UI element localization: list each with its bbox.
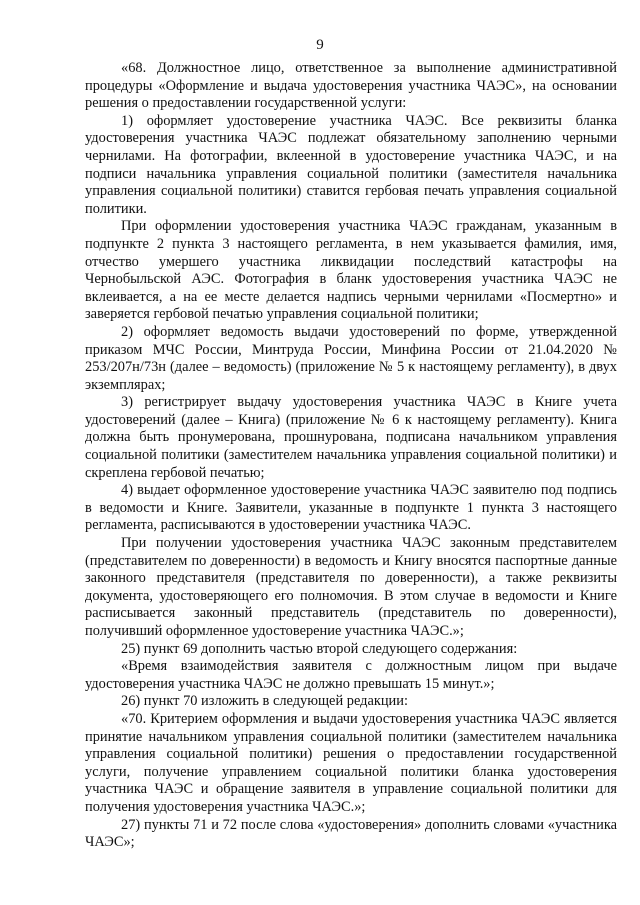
paragraph-item-3: 3) регистрирует выдачу удостоверения участника ЧАЭС в Книге учета удостоверений (далее – Книга) (приложение № 6 к настоящему регламенту). Книга должна быть пронумерована, прошнурована, подписана начальником управления социальной политики (заместителем начальника управления социальной политики) и скреплена гербовой печатью; xyxy=(85,394,617,481)
paragraph-amendment-26-text: «70. Критерием оформления и выдачи удостоверения участника ЧАЭС является принятие начальником управления социальной политики (заместителем начальника управления социальной политики) решения о предоставлении государственной услуги, получение управлением социальной политики бланка удостоверения участника ЧАЭС и обращение заявителя в управление социальной политики для получения удостоверения участника ЧАЭС.»; xyxy=(85,710,617,815)
paragraph-item-1: 1) оформляет удостоверение участника ЧАЭС. Все реквизиты бланка удостоверения участника ЧАЭС подлежат обязательному заполнению черными чернилами. На фотографии, вклеенной в удостоверение участника ЧАЭС, и на подписи начальника управления социальной политики (заместителя начальника управления социальной политики) ставится гербовая печать управления социальной политики. xyxy=(85,112,617,217)
paragraph-amendment-25-text: «Время взаимодействия заявителя с должностным лицом при выдаче удостоверения участника ЧАЭС не должно превышать 15 минут.»; xyxy=(85,658,617,692)
document-body xyxy=(85,60,617,852)
paragraph-amendment-26: 26) пункт 70 изложить в следующей редакции: xyxy=(121,693,408,710)
paragraph-representative: При получении удостоверения участника ЧАЭС законным представителем (представителем по доверенности) в ведомость и Книгу вносятся паспортные данные законного представителя (представителя по доверенности), а также реквизиты документа, удостоверяющего его полномочия. В этом случае в ведомости и Книге расписывается законный представитель (представитель по доверенности), получивший оформленное удостоверение участника ЧАЭС.»; xyxy=(85,535,617,639)
paragraph-68-intro: «68. Должностное лицо, ответственное за выполнение административной процедуры «Оформление и выдача удостоверения участника ЧАЭС», на основании решения о предоставлении государственной услуги: xyxy=(85,60,617,112)
paragraph-amendment-27: 27) пункты 71 и 72 после слова «удостоверения» дополнить словами «участника ЧАЭС»; xyxy=(85,816,617,851)
paragraph-amendment-25: 25) пункт 69 дополнить частью второй следующего содержания: xyxy=(121,640,518,657)
paragraph-item-4: 4) выдает оформленное удостоверение участника ЧАЭС заявителю под подпись в ведомости и Книге. Заявители, указанные в подпункте 1 пункта 3 настоящего регламента, расписываются в удостоверении участника ЧАЭС. xyxy=(85,482,617,534)
paragraph-posthumous: При оформлении удостоверения участника ЧАЭС гражданам, указанным в подпункте 2 пункта 3 настоящего регламента, в нем указывается фамилия, имя, отчество умершего участника ликвидации последствий катастрофы на Чернобыльской АЭС. Фотография в бланк удостоверения участника ЧАЭС не вклеивается, а на ее месте делается надпись черными чернилами «Посмертно» и заверяется гербовой печатью управления социальной политики; xyxy=(85,218,617,323)
paragraph-item-2: 2) оформляет ведомость выдачи удостоверений по форме, утвержденной приказом МЧС России, Минтруда России, Минфина России от 21.04.2020 № 253/207н/73н (далее – ведомость) (приложение № 5 к настоящему регламенту), в двух экземплярах; xyxy=(85,323,617,393)
page-number: 9 xyxy=(316,37,324,53)
